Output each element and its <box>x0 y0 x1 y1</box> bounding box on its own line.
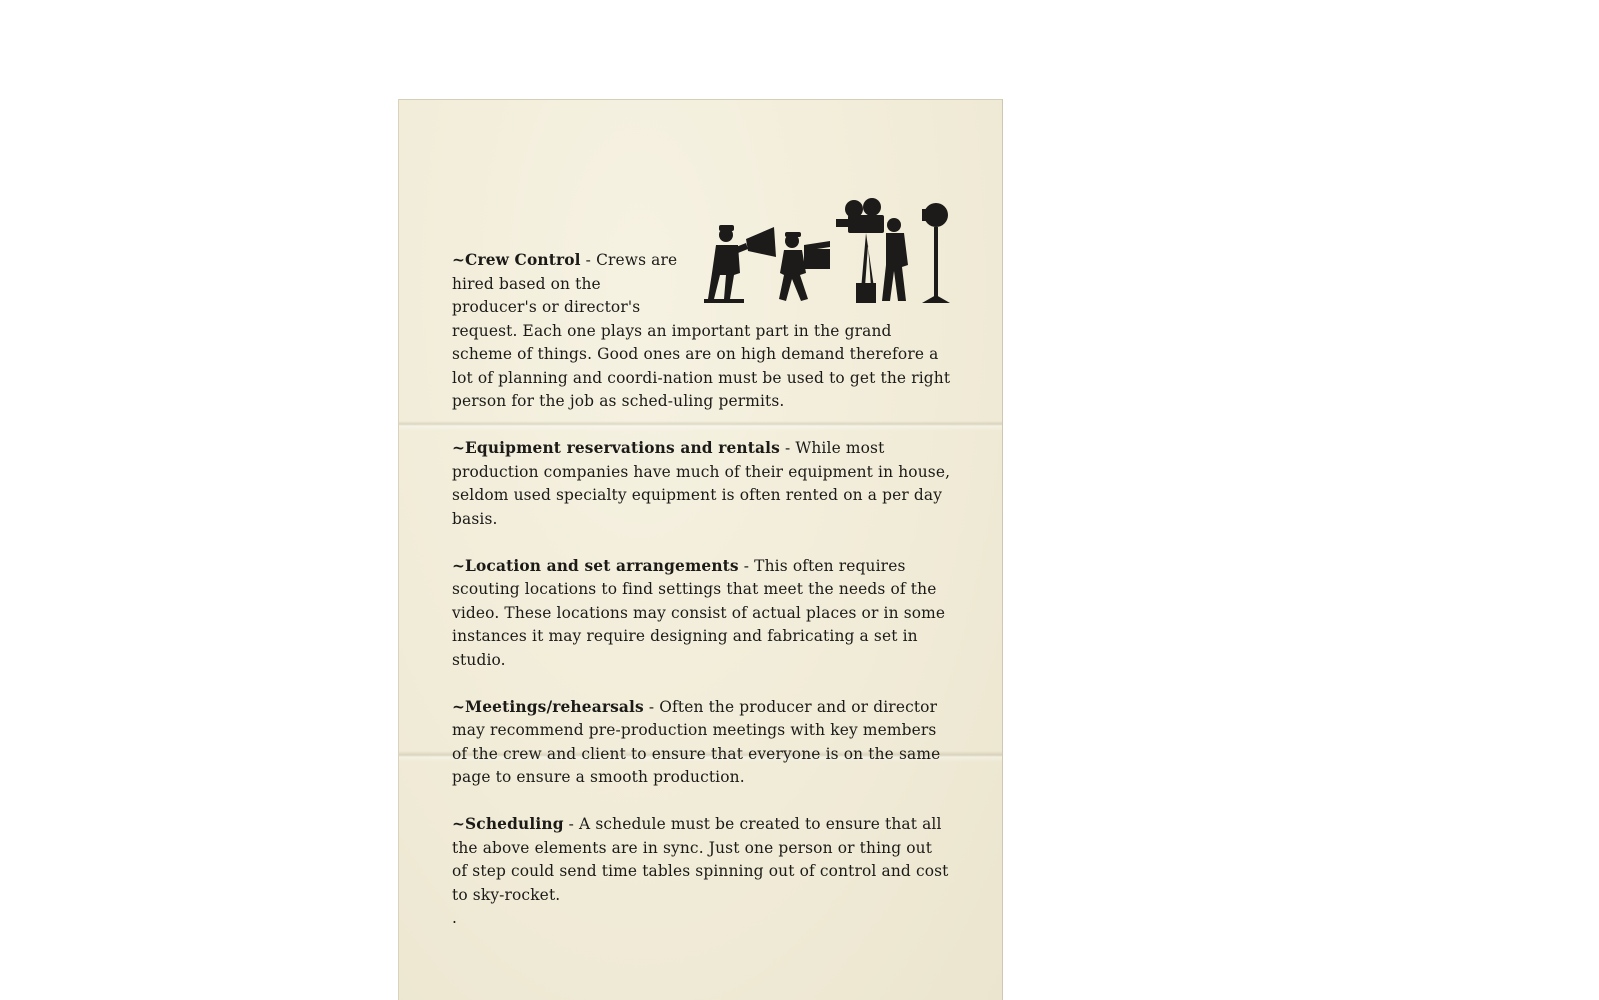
section-text: - While most production companies have much of their equipment in house, seldom used specialty equipment is often rented on a per day basis. <box>452 439 951 528</box>
trailing-mark: . <box>452 909 458 927</box>
section-heading: ~Scheduling <box>452 815 564 833</box>
document-body <box>452 249 952 931</box>
section-meetings <box>452 696 952 790</box>
studio-light-icon <box>922 203 950 303</box>
section-text: - A schedule must be created to ensure that all the above elements are in sync. Just one person or thing out of step could send time tables spinning out of control and cost to sky-rocket. <box>452 815 949 904</box>
section-equipment <box>452 437 952 531</box>
section-crew-control <box>452 249 952 414</box>
section-heading: ~Crew Control <box>452 251 581 269</box>
section-heading: ~Meetings/rehearsals <box>452 697 644 716</box>
section-text: - Crews are hired based on the producer's or director's request. Each one plays an important part in the grand scheme of things. Good ones are on high demand therefore a lot of planning and coordi-nation must be used to get the right person for the job as sched-uling permits. <box>452 251 951 410</box>
section-location <box>452 555 952 673</box>
section-heading: ~Location and set arrangements <box>452 556 739 575</box>
section-text: - Often the producer and or director may recommend pre-production meetings with key members of the crew and client to ensure that everyone is on the same page to ensure a smooth production. <box>452 697 941 786</box>
film-camera-operator-icon <box>836 198 908 303</box>
section-heading: ~Equipment reservations and rentals <box>452 439 780 457</box>
section-text: - This often requires scouting locations to find settings that meet the needs of the video. These locations may consist of actual places or in some instances it may require designing and fabricating a set in studio. <box>452 556 946 669</box>
film-crew-illustration <box>696 195 958 307</box>
clapperboard-person-icon <box>779 232 830 301</box>
section-scheduling <box>452 813 952 907</box>
aged-paper-sheet <box>398 99 1003 1000</box>
director-megaphone-icon <box>704 225 776 303</box>
